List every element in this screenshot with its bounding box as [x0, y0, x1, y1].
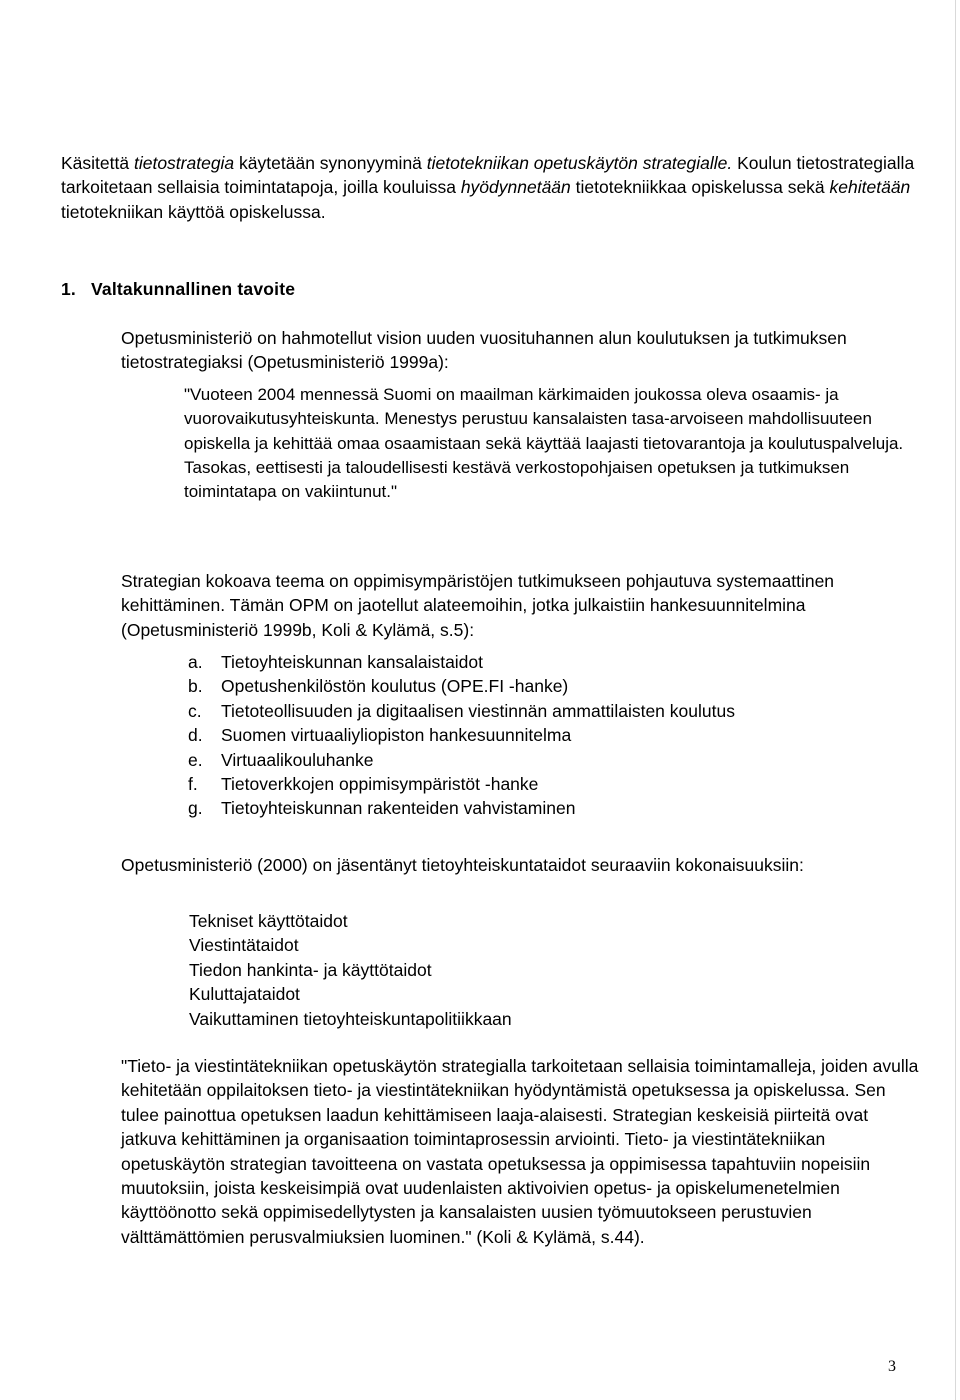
list-item: b. Opetushenkilöstön koulutus (OPE.FI -hanke)	[188, 676, 569, 697]
page-edge-line	[955, 0, 956, 1400]
subtheme-list	[188, 650, 735, 821]
list-item: a. Tietoyhteiskunnan kansalaistaidot	[188, 652, 484, 672]
page-number: 3	[888, 1358, 896, 1375]
strategy-paragraph: Strategian kokoava teema on oppimisympäristöjen tutkimukseen pohjautuva systemaattinen kehittäminen. Tämän OPM on jaotellut alateemoihin, jotka julkaistiin hankesuunnitelmina (Opetusministeriö 1999b, Koli & Kylämä, s.5):	[121, 571, 835, 640]
term-emphasis: kehitetään	[829, 177, 911, 198]
list-item: Tekniset käyttötaidot	[189, 911, 348, 931]
intro-paragraph: Käsitettä tietostrategia käytetään synonyyminä tietotekniikan opetuskäytön strategialle. Koulun tietostrategialla tarkoitetaan sellaisia toimintatapoja, joilla kouluissa hyödynnetään tietotekniikkaa opiskelussa sekä kehitetään tietotekniikan käyttöä opiskelussa.	[61, 153, 915, 222]
list-item: c. Tietoteollisuuden ja digitaalisen viestinnän ammattilaisten koulutus	[188, 700, 735, 721]
vision-intro-paragraph: Opetusministeriö on hahmotellut vision uuden vuosituhannen alun koulutuksen ja tutkimuksen tietostrategiaksi (Opetusministeriö 1999a):	[121, 328, 847, 373]
list-item: f. Tietoverkkojen oppimisympäristöt -hanke	[188, 773, 539, 794]
list-item: Vaikuttaminen tietoyhteiskuntapolitiikkaan	[189, 1008, 512, 1029]
term-emphasis: tietostrategia	[133, 153, 235, 173]
section-number: 1.	[61, 279, 76, 299]
term-emphasis: hyödynnetään	[460, 177, 571, 198]
skills-intro-paragraph: Opetusministeriö (2000) on jäsentänyt tietoyhteiskuntataidot seuraaviin kokonaisuuksiin:	[121, 855, 804, 875]
list-item: Viestintätaidot	[189, 935, 299, 956]
list-item: Kuluttajataidot	[189, 984, 300, 1005]
list-item: Tiedon hankinta- ja käyttötaidot	[189, 959, 432, 980]
skills-list	[189, 909, 512, 1031]
section-heading	[61, 277, 295, 301]
final-quote-paragraph: "Tieto- ja viestintätekniikan opetuskäytön strategialla tarkoitetaan sellaisia toimintamalleja, joiden avulla kehitetään oppilaitoksen tieto- ja viestintätekniikan hyödyntämistä opetuksessa ja opiskelussa. Sen tulee painottua opetuksen laadun kehittämiseen laaja-alaisesti. Strategian keskeisiä piirteitä ovat jatkuva kehittäminen ja organisaation toimintaprosessin arviointi. Tieto- ja viestintätekniikan opetuskäytön strategian tavoitteena on vastata opetuksessa ja oppimisessa tapahtuviin nopeisiin muutoksiin, joista keskeisimpiä ovat uudenlaisten aktivoivien opetus- ja opiskelumenetelmien käyttöönotto sekä oppimisedellytysten ja kansalaisten uusien työmuutokseen perustuvien välttämättömien perusvalmiuksien luominen." (Koli & Kylämä, s.44).	[121, 1056, 919, 1247]
section-title: Valtakunnallinen tavoite	[91, 279, 296, 299]
list-item: g. Tietoyhteiskunnan rakenteiden vahvistaminen	[188, 798, 576, 819]
term-emphasis: tietotekniikan opetuskäytön strategialle.	[426, 153, 733, 173]
list-item: d. Suomen virtuaaliyliopiston hankesuunnitelma	[188, 725, 572, 746]
list-item: e. Virtuaalikouluhanke	[188, 749, 374, 770]
vision-quote: "Vuoteen 2004 mennessä Suomi on maailman kärkimaiden joukossa oleva osaamis- ja vuorovaikutusyhteiskunta. Menestys perustuu kansalaisten tasa-arvoiseen mahdollisuuteen opiskella ja kehittää omaa osaamistaan sekä käyttää laajasti tietovarantoja ja koulutuspalveluja. Tasokas, eettisesti ja taloudellisesti kestävä verkostopohjaisen opetuksen ja tutkimuksen toimintatapa on vakiintunut."	[184, 385, 904, 502]
